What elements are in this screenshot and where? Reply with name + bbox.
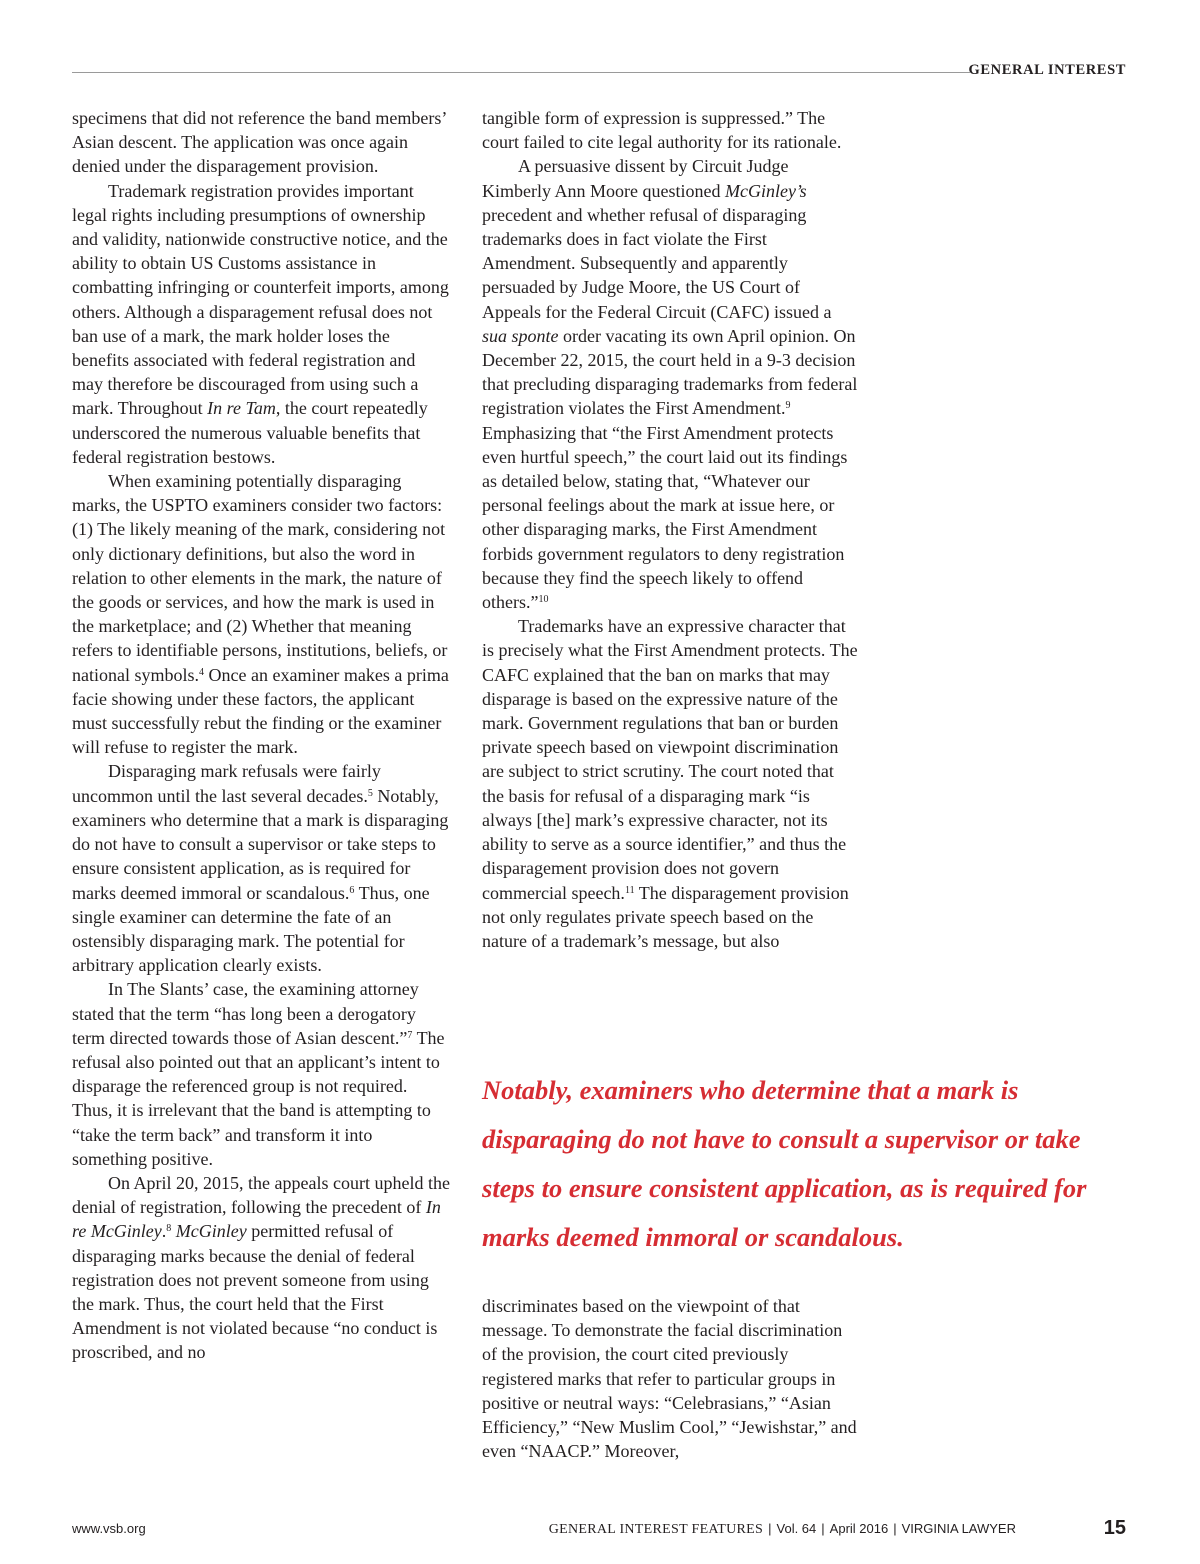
paragraph: discriminates based on the viewpoint of that message. To demonstrate the facial discrimination of the provision, the court cited previously registered marks that refer to particular groups in positive or neutral ways: “Celebrasians,” “Asian Efficiency,” “New Muslim Cool,” “Jewishstar,” and even “NAACP.” Moreover, bbox=[482, 1296, 857, 1462]
paragraph: specimens that did not reference the band members’ Asian descent. The application was once again denied under the disparagement provision. bbox=[72, 108, 447, 177]
right-column-bottom bbox=[482, 1294, 860, 1463]
footer-date: April 2016 bbox=[829, 1521, 889, 1536]
footnote-ref: 9 bbox=[785, 400, 791, 412]
paragraph: A persuasive dissent by Circuit Judge Kimberly Ann Moore questioned McGinley’s precedent and whether refusal of disparaging trademarks does in fact violate the First Amendment. Subsequently and apparently persuaded by Judge Moore, the US Court of Appeals for the Federal Circuit (CAFC) issued a sua sponte order vacating its own April opinion. On December 22, 2015, the court held in a 9-3 decision that precluding disparaging trademarks from federal registration violates the First Amendment.$^9$ Emphasizing that “the First Amendment protects even hurtful speech,” the court laid out its findings as detailed below, stating that, “Whatever our personal feelings about the mark at issue here, or other disparaging marks, the First Amendment forbids government regulators to deny registration because they find the speech likely to offend others.”$^{10}$ bbox=[482, 156, 858, 613]
footer-publication: VIRGINIA LAWYER bbox=[901, 1521, 1016, 1536]
case-name: McGinley bbox=[175, 1221, 247, 1242]
footnote-ref: 6 bbox=[349, 884, 355, 896]
footnote-ref: 10 bbox=[538, 594, 549, 606]
footnote-ref: 5 bbox=[367, 787, 373, 799]
left-column bbox=[72, 106, 450, 1365]
right-column-top bbox=[482, 106, 860, 953]
footer-separator: | bbox=[893, 1521, 897, 1536]
paragraph: When examining potentially disparaging marks, the USPTO examiners consider two factors: (1) The likely meaning of the mark, considering not only dictionary definitions, but also the word in relation to other elements in the mark, the nature of the goods or services, and how the mark is used in the marketplace; and (2) Whether that meaning refers to identifiable persons, institutions, beliefs, or national symbols.$^4$ Once an examiner makes a prima facie showing under these factors, the applicant must successfully rebut the finding or the examiner will refuse to register the mark. bbox=[72, 471, 449, 758]
footer-separator: | bbox=[821, 1521, 825, 1536]
case-name: In re McGinley bbox=[72, 1197, 441, 1242]
paragraph: Disparaging mark refusals were fairly uncommon until the last several decades.$^5$ Notably, examiners who determine that a mark is disparaging do not have to consult a supervisor or take steps to ensure consistent application, as is required for marks deemed immoral or scandalous.$^6$ Thus, one single examiner can determine the fate of an ostensibly disparaging mark. The potential for arbitrary application clearly exists. bbox=[72, 761, 449, 976]
latin-term: sua sponte bbox=[482, 325, 559, 346]
case-name: In re Tam bbox=[207, 398, 276, 419]
paragraph: Trademarks have an expressive character that is precisely what the First Amendment protects. The CAFC explained that the ban on marks that may disparage is based on the expressive nature of the mark. Government regulations that ban or burden private speech based on viewpoint discrimination are subject to strict scrutiny. The court noted that the basis for refusal of a disparaging mark “is always [the] mark’s expressive character, not its ability to serve as a source identifier,” and thus the disparagement provision does not govern commercial speech.$^{11}$ The disparagement provision not only regulates private speech based on the nature of a trademark’s message, but also bbox=[482, 616, 858, 951]
header-rule bbox=[72, 72, 970, 73]
footer-url[interactable]: www.vsb.org bbox=[72, 1521, 146, 1536]
footnote-ref: 8 bbox=[166, 1223, 172, 1235]
footer-volume: Vol. 64 bbox=[776, 1521, 817, 1536]
pull-quote: Notably, examiners who determine that a mark is disparaging do not have to consult a supervisor or take steps to ensure consistent application, as is required for marks deemed immoral or scandalous. bbox=[482, 1075, 1087, 1252]
paragraph: In The Slants’ case, the examining attorney stated that the term “has long been a derogatory term directed towards those of Asian descent.”$^7$ The refusal also pointed out that an applicant’s intent to disparage the referenced group is not required. Thus, it is irrelevant that the band is attempting to “take the term back” and transform it into something positive. bbox=[72, 979, 445, 1169]
paragraph: On April 20, 2015, the appeals court upheld the denial of registration, following the precedent of In re McGinley.$^8$ McGinley permitted refusal of disparaging marks because the denial of federal registration does not prevent someone from using the mark. Thus, the court held that the First Amendment is not violated because “no conduct is proscribed, and no bbox=[72, 1172, 450, 1363]
case-name: McGinley’s bbox=[724, 180, 807, 201]
paragraph: Trademark registration provides important legal rights including presumptions of ownership and validity, nationwide constructive notice, and the ability to obtain US Customs assistance in combatting infringing or counterfeit imports, among others. Although a disparagement refusal does not ban use of a mark, the mark holder loses the benefits associated with federal registration and may therefore be discouraged from using such a mark. Throughout In re Tam, the court repeatedly underscored the numerous valuable benefits that federal registration bestows. bbox=[72, 180, 449, 467]
footer-section: GENERAL INTEREST FEATURES bbox=[548, 1522, 764, 1537]
footnote-ref: 7 bbox=[407, 1029, 413, 1041]
page-number: 15 bbox=[1103, 1517, 1126, 1539]
footnote-ref: 4 bbox=[199, 666, 204, 678]
section-label: GENERAL INTEREST bbox=[968, 62, 1126, 78]
footer-separator: | bbox=[768, 1521, 772, 1536]
footnote-ref: 11 bbox=[624, 884, 635, 896]
paragraph: tangible form of expression is suppressed.” The court failed to cite legal authority for its rationale. bbox=[482, 108, 842, 153]
footer-publication-info bbox=[549, 1521, 1016, 1538]
